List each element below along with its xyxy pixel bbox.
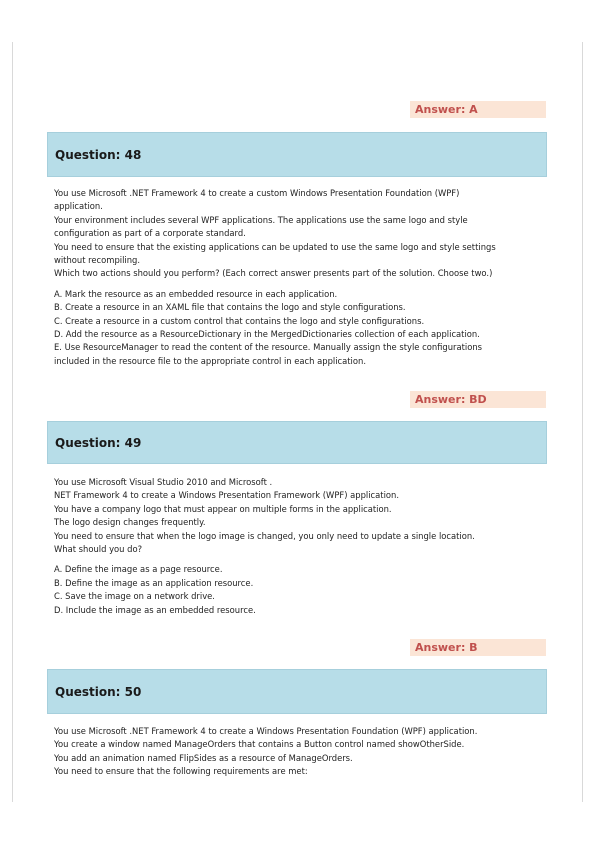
stem-line: You use Microsoft .NET Framework 4 to create a custom Windows Presentation Foundation (WPF) [54,188,460,198]
question-header-49: Question: 49 [47,421,547,464]
question-header-48: Question: 48 [47,132,547,177]
option-d: D. Add the resource as a ResourceDictionary in the MergedDictionaries collection of each application. [54,329,480,340]
option-e: E. Use ResourceManager to read the content of the resource. Manually assign the style configurations [54,342,483,353]
stem-line: You need to ensure that the following requirements are met: [54,766,308,777]
page-border-right [582,42,583,802]
stem-line: You create a window named ManageOrders that contains a Button control named showOtherSide. [54,739,465,750]
option-d: D. Include the image as an embedded resource. [54,604,256,615]
stem-line: Your environment includes several WPF applications. The applications use the same logo and style [54,214,468,225]
stem-line: What should you do? [54,544,143,555]
option-e-cont: included in the resource file to the appropriate control in each application. [54,355,366,366]
stem-line: application. [54,201,103,212]
question-body-49 [54,476,554,617]
stem-line: You need to ensure that the existing applications can be updated to use the same logo and style settings [54,241,496,252]
stem-line: You use Microsoft .NET Framework 4 to create a Windows Presentation Foundation (WPF) application. [54,726,478,736]
page-border-left [12,42,13,802]
option-a: A. Define the image as a page resource. [54,564,223,575]
stem-line: You use Microsoft Visual Studio 2010 and Microsoft . [54,477,273,487]
answer-badge-47: Answer: A [410,101,546,118]
option-b: B. Create a resource in an XAML file that contains the logo and style configurations. [54,302,406,313]
stem-line: NET Framework 4 to create a Windows Presentation Framework (WPF) application. [54,490,399,501]
stem-line: The logo design changes frequently. [54,517,206,528]
answer-badge-49: Answer: B [410,639,546,656]
stem-line: You add an animation named FlipSides as a resource of ManageOrders. [54,752,353,763]
question-body-48 [54,187,554,368]
question-header-50: Question: 50 [47,669,547,714]
answer-badge-48: Answer: BD [410,391,546,408]
option-a: A. Mark the resource as an embedded resource in each application. [54,288,338,299]
stem-line: configuration as part of a corporate standard. [54,228,246,239]
stem-line: without recompiling. [54,255,141,266]
option-b: B. Define the image as an application resource. [54,577,254,588]
option-c: C. Create a resource in a custom control that contains the logo and style configurations. [54,315,425,326]
stem-line: Which two actions should you perform? (Each correct answer presents part of the solution. Choose two.) [54,268,493,279]
stem-line: You need to ensure that when the logo image is changed, you only need to update a single location. [54,530,475,541]
question-body-50 [54,725,554,779]
option-c: C. Save the image on a network drive. [54,591,215,602]
stem-line: You have a company logo that must appear on multiple forms in the application. [54,503,392,514]
